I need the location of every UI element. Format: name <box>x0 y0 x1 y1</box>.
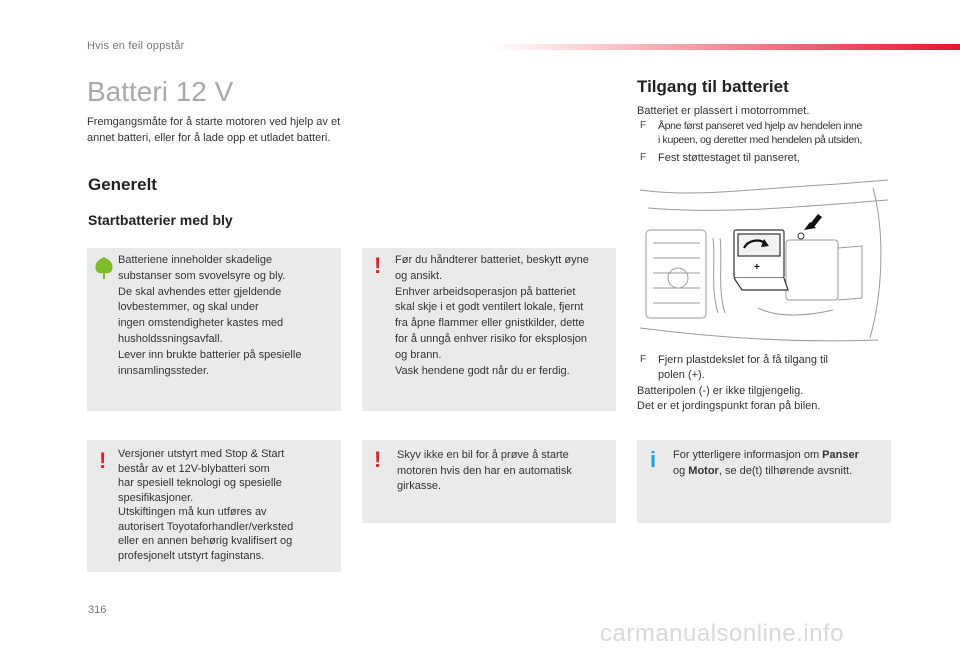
engine-bay-illustration <box>638 178 888 348</box>
bullet-marker: F <box>640 120 647 131</box>
info-link-panser: Panser <box>822 449 859 461</box>
protect-line: fra åpne flammer eller gnistkilder, dette <box>395 317 585 330</box>
warning-icon: ! <box>374 447 382 472</box>
leaf-icon <box>93 256 115 285</box>
step-remove-cover <box>640 353 900 383</box>
protect-line: Vask hendene godt når du er ferdig. <box>395 364 570 377</box>
protect-line: Før du håndterer batteriet, beskytt øyne <box>395 254 589 266</box>
step-fasten-prop <box>640 151 900 166</box>
stopstart-line: Versjoner utstyrt med Stop & Start <box>118 448 285 460</box>
push-line: girkasse. <box>397 480 442 492</box>
protect-line: Enhver arbeidsoperasjon på batteriet <box>395 285 576 298</box>
heading-startbatterier: Startbatterier med bly <box>88 212 233 228</box>
note-ground-point: Det er et jordingspunkt foran på bilen. <box>637 400 821 412</box>
step-remove-cover-line1: Fjern plastdekslet for å få tilgang til <box>658 354 828 366</box>
heading-tilgang: Tilgang til batteriet <box>637 77 789 96</box>
step-fasten-prop-text: Fest støttestaget til panseret, <box>658 152 800 164</box>
info-text-suffix: , se de(t) tilhørende avsnitt. <box>718 464 853 477</box>
stop-start-warning-box <box>87 440 341 572</box>
step-remove-cover-line2: polen (+). <box>658 369 705 381</box>
protect-line: for å unngå enhver risiko for eksplosjon <box>395 332 587 345</box>
push-line: motoren hvis den har en automatisk <box>397 464 572 477</box>
stopstart-line: autorisert Toyotaforhandler/verksted <box>118 520 294 533</box>
stopstart-line: Utskiftingen må kun utføres av <box>118 506 267 518</box>
tilgang-intro: Batteriet er plassert i motorrommet. <box>637 105 810 117</box>
env-line: husholdssningsavfall. <box>118 332 223 345</box>
push-start-warning-box <box>362 440 616 523</box>
bullet-marker: F <box>640 152 647 163</box>
stopstart-line: har spesiell teknologi og spesielle <box>118 477 282 489</box>
env-line: De skal avhendes etter gjeldende <box>118 285 282 298</box>
stopstart-line: profesjonelt utstyrt faginstans. <box>118 549 265 562</box>
push-line: Skyv ikke en bil for å prøve å starte <box>397 449 569 461</box>
page-title: Batteri 12 V <box>87 76 234 107</box>
stopstart-line: eller en annen behørig kvalifisert og <box>118 535 293 547</box>
env-line: Lever inn brukte batterier på spesielle <box>118 348 302 361</box>
stopstart-line: spesifikasjoner. <box>118 491 194 504</box>
section-header: Hvis en feil oppstår <box>87 40 185 52</box>
env-line: innsamlingssteder. <box>118 364 210 377</box>
env-line: ingen omstendigheter kastes med <box>118 317 284 330</box>
step-open-hood-line1: Åpne først panseret ved hjelp av hendelen inne <box>658 120 862 132</box>
info-text-prefix: For ytterligere informasjon om <box>673 449 823 461</box>
env-line: lovbestemmer, og skal under <box>118 301 259 314</box>
page-number: 316 <box>88 604 107 616</box>
protect-line: og ansikt. <box>395 269 443 282</box>
protect-line: skal skje i et godt ventilert lokale, fjernt <box>395 301 584 314</box>
environment-note-box <box>87 248 341 411</box>
protect-line: og brann. <box>395 348 442 361</box>
header-accent-bar <box>490 44 960 50</box>
protection-warning-box <box>362 248 616 411</box>
step-open-hood-line2: i kupeen, og deretter med hendelen på utsiden, <box>658 134 862 146</box>
bullet-marker: F <box>640 354 647 365</box>
note-negative-pole: Batteripolen (-) er ikke tilgjengelig. <box>637 385 804 397</box>
env-line: substanser som svovelsyre og bly. <box>118 269 286 282</box>
info-link-motor: Motor <box>688 464 719 477</box>
warning-icon: ! <box>99 448 107 473</box>
env-line: Batteriene inneholder skadelige <box>118 254 273 266</box>
heading-generelt: Generelt <box>88 175 157 194</box>
info-note-box <box>637 440 891 523</box>
plus-terminal-label: + <box>754 262 760 273</box>
watermark: carmanualsonline.info <box>600 620 844 647</box>
intro-text: Fremgangsmåte for å starte motoren ved hjelp av et annet batteri, eller for å lade opp et utladet batteri. <box>87 116 341 144</box>
stopstart-line: består av et 12V-blybatteri som <box>118 462 270 475</box>
info-icon: i <box>650 447 657 472</box>
info-text-middle: og <box>673 464 689 477</box>
warning-icon: ! <box>374 253 382 278</box>
step-open-hood <box>640 119 900 149</box>
